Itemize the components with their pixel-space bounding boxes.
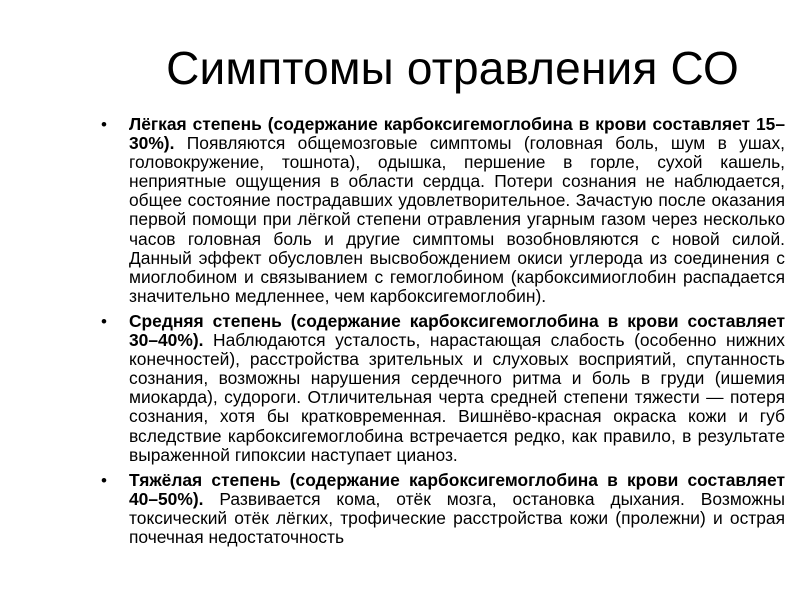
bullet-text: Появляются общемозговые симптомы (головная боль, шум в ушах, головокружение, тошнота), одышка, першение в горле, сухой кашель, неприятные ощущения в области сердца. Потери сознания не наблюдается, общее состояние пострадавших удовлетворительное. Зачастую после оказания первой помощи при лёгкой степени отравления угарным газом через несколько часов головная боль и другие симптомы возобновляются с новой силой. Данный эффект обусловлен высвобождением окиси углерода из соединения с миоглобином и связыванием с гемоглобином (карбоксимиоглобин распадается значительно медленнее, чем карбоксигемоглобин). bbox=[129, 133, 785, 306]
bullet-heading: Средняя степень (содержание карбоксигемоглобина в крови составляет 30–40%). bbox=[129, 310, 785, 351]
bullet-dot-icon: • bbox=[101, 115, 107, 134]
bullet-list bbox=[101, 115, 785, 553]
list-item-severe-degree bbox=[101, 471, 785, 547]
bullet-heading: Лёгкая степень (содержание карбоксигемоглобина в крови составляет 15–30%). bbox=[129, 114, 785, 154]
bullet-text: Развивается кома, отёк мозга, остановка дыхания. Возможны токсический отёк лёгких, трофические расстройства кожи (пролежни) и острая почечная недостаточность bbox=[129, 488, 785, 547]
bullet-dot-icon: • bbox=[101, 311, 107, 331]
bullet-text: Наблюдаются усталость, нарастающая слабость (особенно нижних конечностей), расстройства зрительных и слуховых восприятий, спутанность сознания, возможны нарушения сердечного ритма и боль в груди (ишемия миокарда), судороги. Отличительная черта средней степени тяжести — потеря сознания, хотя бы кратковременная. Вишнёво-красная окраска кожи и губ вследствие карбоксигемоглобина встречается редко, как правило, в результате выраженной гипоксии наступает цианоз. bbox=[129, 330, 785, 465]
list-item-light-degree bbox=[101, 115, 785, 306]
bullet-dot-icon: • bbox=[101, 470, 107, 490]
slide-title: Симптомы отравления СО bbox=[166, 42, 739, 94]
list-item-medium-degree bbox=[101, 312, 785, 465]
bullet-heading: Тяжёлая степень (содержание карбоксигемоглобина в крови составляет 40–50%). bbox=[129, 469, 785, 509]
